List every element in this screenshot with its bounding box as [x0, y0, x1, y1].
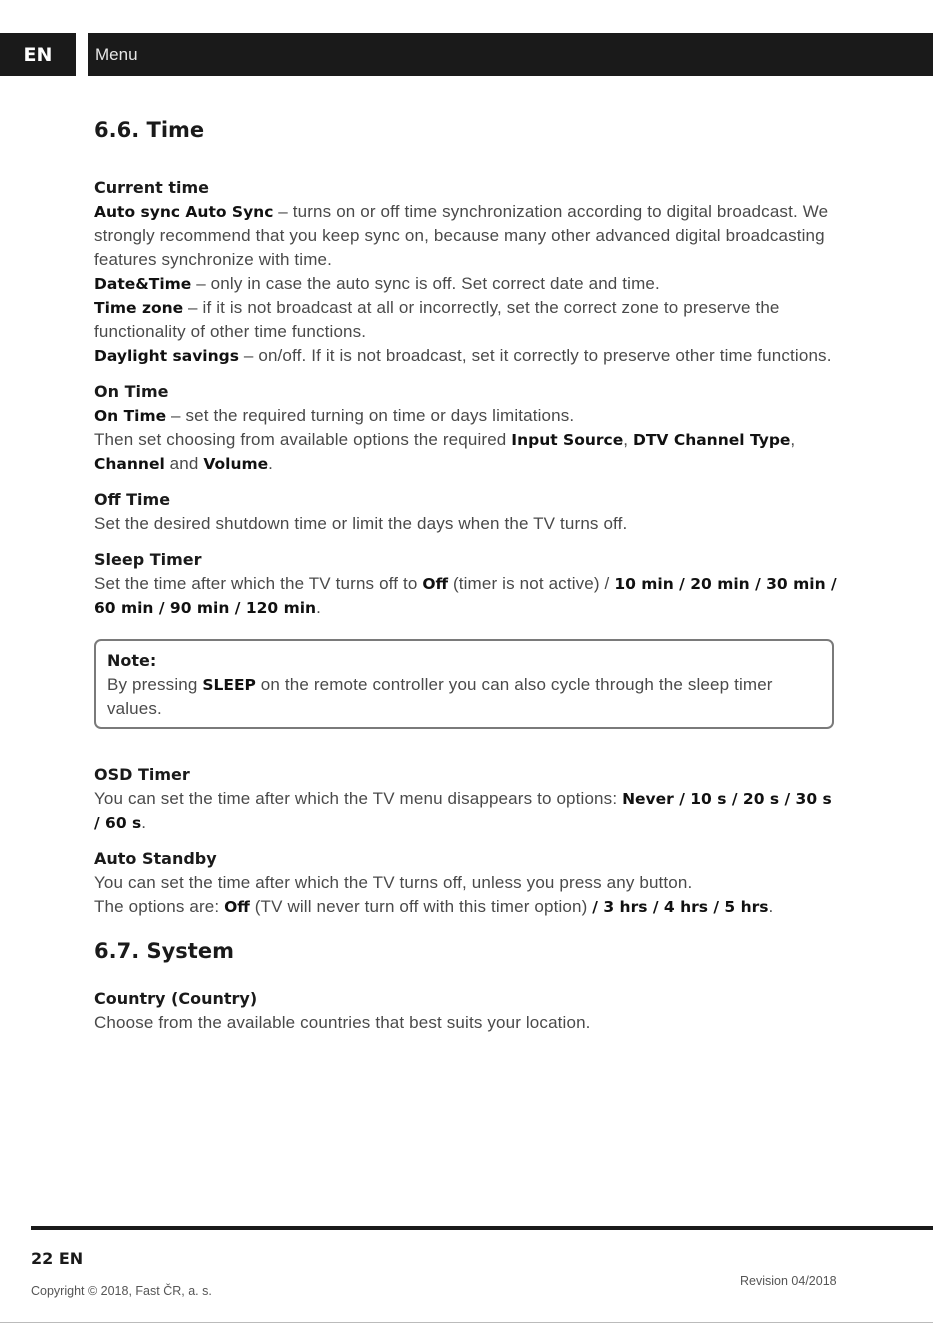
channel-label: Channel	[94, 455, 165, 473]
period: .	[768, 897, 774, 916]
period: .	[316, 598, 321, 617]
auto-standby-off-label: Off	[224, 898, 250, 916]
auto-sync-text: – turns on or off time synchronization according to digital broadcast. We strongly recommend that you keep sync on, because many other advanced digital broadcasting features synchronize with time.	[94, 202, 829, 269]
osd-options-label: Never / 10 s / 20 s / 30 s / 60 s	[94, 790, 832, 832]
auto-standby-line2	[94, 895, 839, 919]
on-time-label: On Time	[94, 407, 167, 425]
auto-sync-paragraph	[94, 200, 839, 272]
page-number: 22 EN	[31, 1249, 84, 1268]
volume-label: Volume	[203, 455, 269, 473]
daylight-text: – on/off. If it is not broadcast, set it correctly to preserve other time functions.	[238, 346, 832, 365]
on-time-options-paragraph	[94, 428, 839, 476]
date-time-paragraph	[94, 272, 839, 296]
page-content	[94, 118, 839, 1035]
dtv-channel-type-label: DTV Channel Type	[632, 431, 791, 449]
note-text	[107, 673, 820, 721]
auto-standby-text-b: (TV will never turn off with this timer option)	[249, 897, 593, 916]
sleep-off-label: Off	[422, 575, 449, 593]
page-bottom-edge	[0, 1322, 933, 1323]
revision-text: Revision 04/2018	[740, 1274, 837, 1288]
auto-sync-label: Auto sync Auto Sync	[94, 203, 274, 221]
time-zone-text: – if it is not broadcast at all or incorrectly, set the correct zone to preserve the functionality of other time functions.	[94, 298, 780, 341]
input-source-label: Input Source	[511, 431, 624, 449]
osd-timer-text: You can set the time after which the TV menu disappears to options:	[94, 789, 623, 808]
sleep-timer-text-b: (timer is not active) /	[448, 574, 615, 593]
sleep-options-label: 10 min / 20 min / 30 min / 60 min / 90 min / 120 min	[94, 575, 837, 617]
osd-timer-paragraph	[94, 787, 839, 835]
language-tab: EN	[0, 33, 76, 76]
section-title-time: 6.6. Time	[94, 118, 205, 142]
time-zone-paragraph	[94, 296, 839, 344]
and-text: and	[164, 454, 204, 473]
sleep-timer-text: Set the time after which the TV turns off to	[94, 574, 423, 593]
note-text-a: By pressing	[107, 675, 203, 694]
heading-off-time: Off Time	[94, 490, 171, 509]
country-paragraph: Choose from the available countries that best suits your location.	[94, 1013, 591, 1032]
daylight-label: Daylight savings	[94, 347, 239, 365]
footer-divider	[31, 1226, 933, 1230]
sleep-timer-paragraph	[94, 572, 839, 620]
heading-on-time: On Time	[94, 382, 169, 401]
heading-current-time: Current time	[94, 178, 210, 197]
section-title-system: 6.7. System	[94, 939, 234, 963]
note-text-b: on the remote controller you can also cycle through the sleep timer values.	[107, 675, 773, 718]
note-heading: Note:	[107, 651, 157, 670]
on-time-text: – set the required turning on time or days limitations.	[166, 406, 575, 425]
header-bar	[88, 33, 933, 76]
period: .	[141, 813, 147, 832]
auto-standby-options-label: / 3 hrs / 4 hrs / 5 hrs	[592, 898, 769, 916]
comma: ,	[623, 430, 633, 449]
daylight-paragraph	[94, 344, 839, 368]
date-time-text: – only in case the auto sync is off. Set correct date and time.	[191, 274, 660, 293]
time-zone-label: Time zone	[94, 299, 184, 317]
comma: ,	[790, 430, 796, 449]
heading-country: Country (Country)	[94, 989, 258, 1008]
heading-osd-timer: OSD Timer	[94, 765, 190, 784]
sleep-key-label: SLEEP	[202, 676, 256, 694]
heading-auto-standby: Auto Standby	[94, 849, 217, 868]
heading-sleep-timer: Sleep Timer	[94, 550, 202, 569]
date-time-label: Date&Time	[94, 275, 192, 293]
on-time-options-text: Then set choosing from available options the required	[94, 430, 512, 449]
on-time-paragraph	[94, 404, 839, 428]
copyright-text: Copyright © 2018, Fast ČR, a. s.	[31, 1284, 212, 1298]
note-box	[94, 639, 834, 729]
auto-standby-text-a: The options are:	[94, 897, 225, 916]
header-section-title: Menu	[95, 44, 138, 64]
auto-standby-line1: You can set the time after which the TV turns off, unless you press any button.	[94, 873, 693, 892]
off-time-paragraph: Set the desired shutdown time or limit the days when the TV turns off.	[94, 514, 628, 533]
period: .	[268, 454, 274, 473]
